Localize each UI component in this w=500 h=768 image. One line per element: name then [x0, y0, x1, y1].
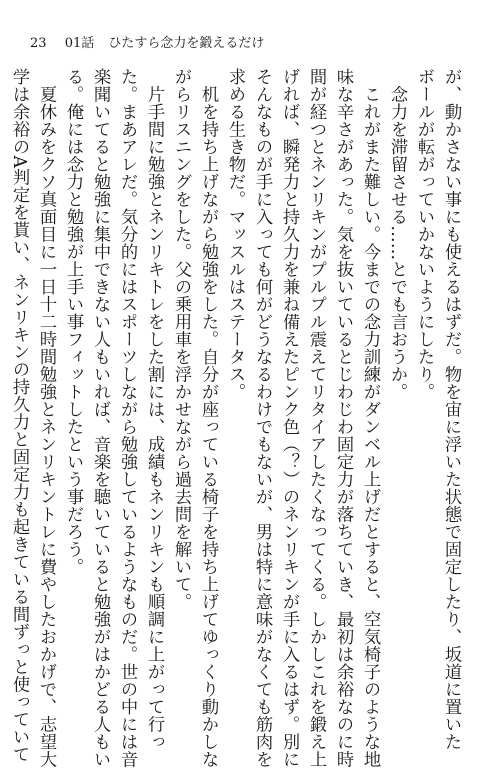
text-line: 間が経つとネンリキンがプルプル震えてリタイアしたくなってくる。しかしこれを鍛え上 [306, 68, 326, 768]
text-line: がらリスニングをした。父の乗用車を浮かせながら過去問を解いて。 [171, 68, 191, 611]
text-line: た。まあアレだ。気分的にはスポーツしながら勉強しているようなものだ。世の中には音 [117, 68, 137, 768]
text-line: 机を持ち上げながら勉強をした。自分が座っている椅子を持ち上げてゆっくり動かしな [198, 68, 218, 768]
text-line: ボールが転がっていかないようにしたり。 [414, 68, 434, 401]
running-header [30, 32, 264, 51]
chapter-title: ひたすら念力を鍛えるだけ [108, 36, 265, 51]
chapter-label: 01話 [64, 36, 95, 51]
text-line: これがまた難しい。今までの念力訓練がダンベル上げだとすると、空気椅子のような地 [360, 68, 380, 768]
text-line: 片手間に勉強とネンリキトレをした割には、成績もネンリキンも順調に上がって行っ [144, 68, 164, 751]
text-line: げれば、瞬発力と持久力を兼ね備えたピンク色（？）のネンリキンが手に入るはず。別に [279, 68, 299, 768]
text-line: 学は余裕のA判定を貰い、ネンリキンの持久力と固定力も起きている間ずっと使っていて [9, 68, 29, 763]
text-line: そんなものが手に入っても何がどうなるわけでもないが、男は特に意味がなくても筋肉を [252, 68, 272, 768]
text-line: 楽聞いてると勉強に集中できない人もいれば、音楽を聴いていると勉強がはかどる人もい [90, 68, 110, 768]
text-line: る。俺には念力と勉強が上手い事フィットしたという事だろう。 [63, 68, 83, 576]
page-number: 23 [30, 36, 47, 51]
text-line: 念力を滞留させる……とでも言おうか。 [387, 68, 407, 401]
text-line: 求める生き物だ。マッスルはステータス。 [225, 68, 245, 401]
text-line: 味な辛さがあった。気を抜いているとじわじわ固定力が落ちていき、最初は余裕なのに時 [333, 68, 353, 768]
text-line: 夏休みをクソ真面目に一日十二時間勉強とネンリキントレに費やしたおかげで、志望大 [36, 68, 56, 768]
vertical-body-text [9, 68, 464, 768]
text-line: が、動かさない事にも使えるはずだ。物を宙に浮いた状態で固定したり、坂道に置いた [441, 68, 461, 751]
